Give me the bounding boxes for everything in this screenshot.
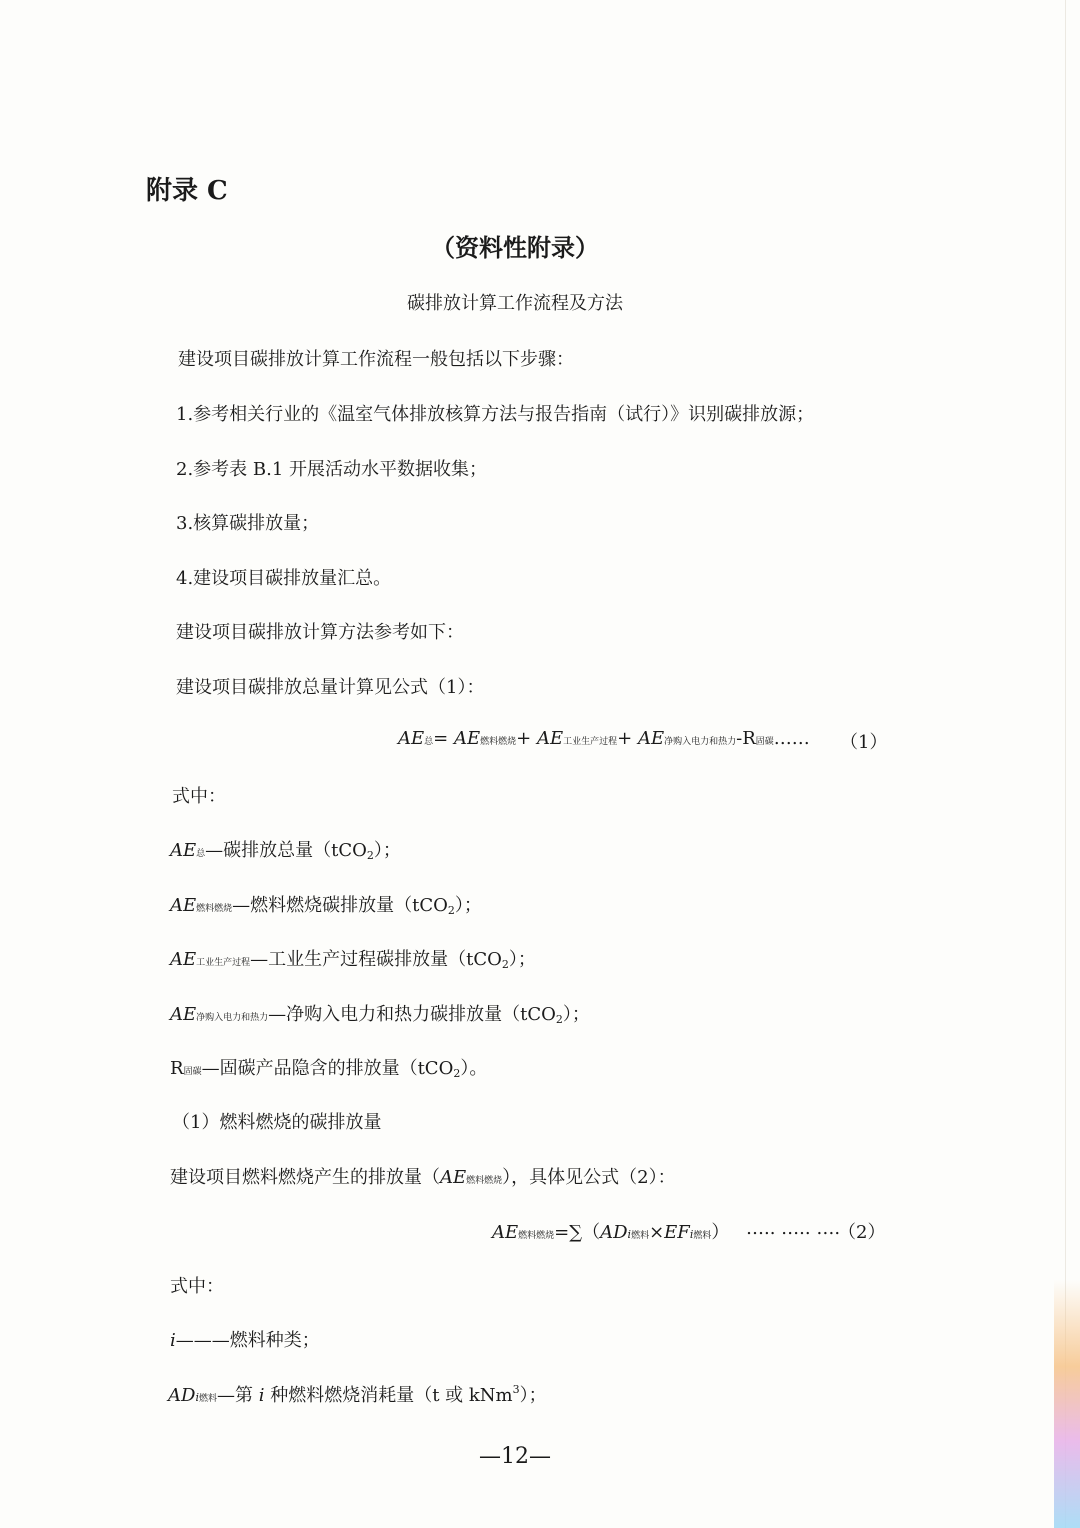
appendix-note: （资料性附录） [431,233,599,262]
step-3: 3.核算碳排放量； [176,513,320,534]
where-label-2: 式中： [170,1276,224,1297]
formula-1: AE总= AE燃料燃烧+ AE工业生产过程+ AE净购入电力和热力-R固碳…… [398,728,810,749]
def-ae-fuel: AE燃料燃烧—燃料燃烧碳排放量（tCO2）； [170,895,482,917]
formula-2: AE燃料燃烧=∑（ADi燃料×EFi燃料） [492,1222,730,1243]
scan-color-tint [1054,1280,1080,1528]
def-ae-power: AE净购入电力和热力—净购入电力和热力碳排放量（tCO2）； [170,1004,590,1026]
def-ad: ADi燃料—第 i 种燃料燃烧消耗量（t 或 kNm$^3$）； [168,1383,547,1406]
def-i: i———燃料种类； [170,1330,320,1351]
steps-intro: 建设项目碳排放计算工作流程一般包括以下步骤： [178,349,574,370]
method-intro: 建设项目碳排放计算方法参考如下： [176,622,464,643]
formula-2-dots: ….. ….. …. [746,1218,841,1239]
def-ae-industry: AE工业生产过程—工业生产过程碳排放量（tCO2）； [170,949,536,971]
where-label-1: 式中： [172,786,226,807]
page-number: —12— [479,1444,551,1469]
formula-2-intro: 建设项目燃料燃烧产生的排放量（AE燃料燃烧），具体见公式（2）： [170,1167,676,1188]
step-1: 1.参考相关行业的《温室气体排放核算方法与报告指南（试行）》识别碳排放源； [176,404,815,425]
formula-1-intro: 建设项目碳排放总量计算见公式（1）： [176,677,485,698]
def-r-fixed: R固碳—固碳产品隐含的排放量（tCO2）。 [170,1058,488,1080]
def-ae-total: AE总—碳排放总量（tCO2）； [170,840,401,862]
appendix-heading: 附录 C [146,176,228,206]
section-fuel-combustion: （1）燃料燃烧的碳排放量 [172,1112,382,1133]
step-4: 4.建设项目碳排放量汇总。 [176,568,392,589]
step-2: 2.参考表 B.1 开展活动水平数据收集； [176,459,488,480]
formula-2-number: （2） [838,1222,886,1243]
section-title: 碳排放计算工作流程及方法 [407,293,623,314]
formula-1-number: （1） [840,732,888,753]
